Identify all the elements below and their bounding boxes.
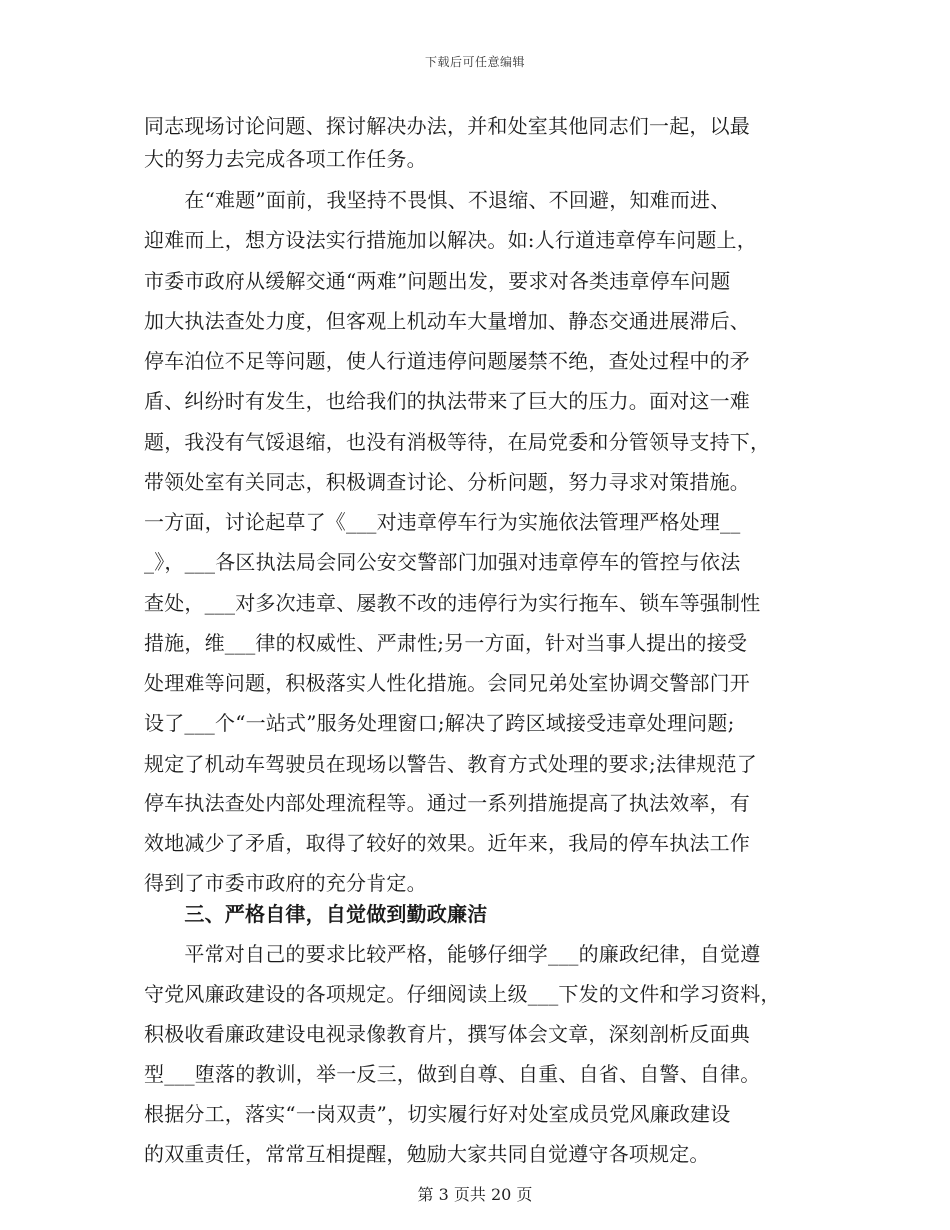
body-line: 设了___个“一站式”服务处理窗口;解决了跨区域接受违章处理问题; [144,711,735,735]
body-line: 盾、纠纷时有发生，也给我们的执法带来了巨大的压力。面对这一难 [144,389,750,413]
body-line: 平常对自己的要求比较严格，能够仔细学___的廉政纪律，自觉遵 [144,942,761,966]
body-line: 效地减少了矛盾，取得了较好的效果。近年来，我局的停车执法工作 [144,831,750,855]
page-number: 第 3 页共 20 页 [417,1185,533,1204]
body-line: 加大执法查处力度，但客观上机动车大量增加、静态交通进展滞后、 [144,309,750,333]
body-line: 措施，维___律的权威性、严肃性;另一方面，针对当事人提出的接受 [144,631,748,655]
body-line: 市委市政府从缓解交通“两难”问题出发，要求对各类违章停车问题 [144,269,731,293]
body-line: 得到了市委市政府的充分肯定。 [144,871,427,895]
body-line: 根据分工，落实“一岗双责”，切实履行好对处室成员党风廉政建设 [144,1102,731,1126]
body-line: 迎难而上，想方设法实行措施加以解决。如:人行道违章停车问题上， [144,228,757,252]
body-line: 停车执法查处内部处理流程等。通过一系列措施提高了执法效率，有 [144,791,750,815]
body-line: 守党风廉政建设的各项规定。仔细阅读上级___下发的文件和学习资料， [144,982,781,1006]
body-line: 停车泊位不足等问题，使人行道违停问题屡禁不绝，查处过程中的矛 [144,349,750,373]
body-line: 一方面，讨论起草了《___对违章停车行为实施依法管理严格处理__ [144,510,741,534]
page-header-note: 下载后可任意编辑 [424,55,525,69]
body-line: 题，我没有气馁退缩，也没有消极等待，在局党委和分管领导支持下， [144,430,771,454]
body-line: 处理难等问题，积极落实人性化措施。会同兄弟处室协调交警部门开 [144,671,750,695]
body-line: 带领处室有关同志，积极调查讨论、分析问题，努力寻求对策措施。 [144,470,750,494]
body-line: 同志现场讨论问题、探讨解决办法，并和处室其他同志们一起，以最 [144,114,750,138]
body-line: 型___堕落的教训，举一反三，做到自尊、自重、自省、自警、自律。 [144,1062,761,1086]
body-line: _》，___各区执法局会同公安交警部门加强对违章停车的管控与依法 [144,550,741,574]
body-line: 积极收看廉政建设电视录像教育片，撰写体会文章，深刻剖析反面典 [144,1022,750,1046]
body-line: 在“难题”面前，我坚持不畏惧、不退缩、不回避，知难而进、 [144,188,731,212]
body-line: 大的努力去完成各项工作任务。 [144,147,427,171]
body-line: 的双重责任，常常互相提醒，勉励大家共同自觉遵守各项规定。 [144,1142,710,1166]
body-line: 规定了机动车驾驶员在现场以警告、教育方式处理的要求;法律规范了 [144,752,757,776]
section-heading: 三、严格自律，自觉做到勤政廉洁 [144,902,488,926]
body-line: 查处，___对多次违章、屡教不改的违停行为实行拖车、锁车等强制性 [144,591,761,615]
